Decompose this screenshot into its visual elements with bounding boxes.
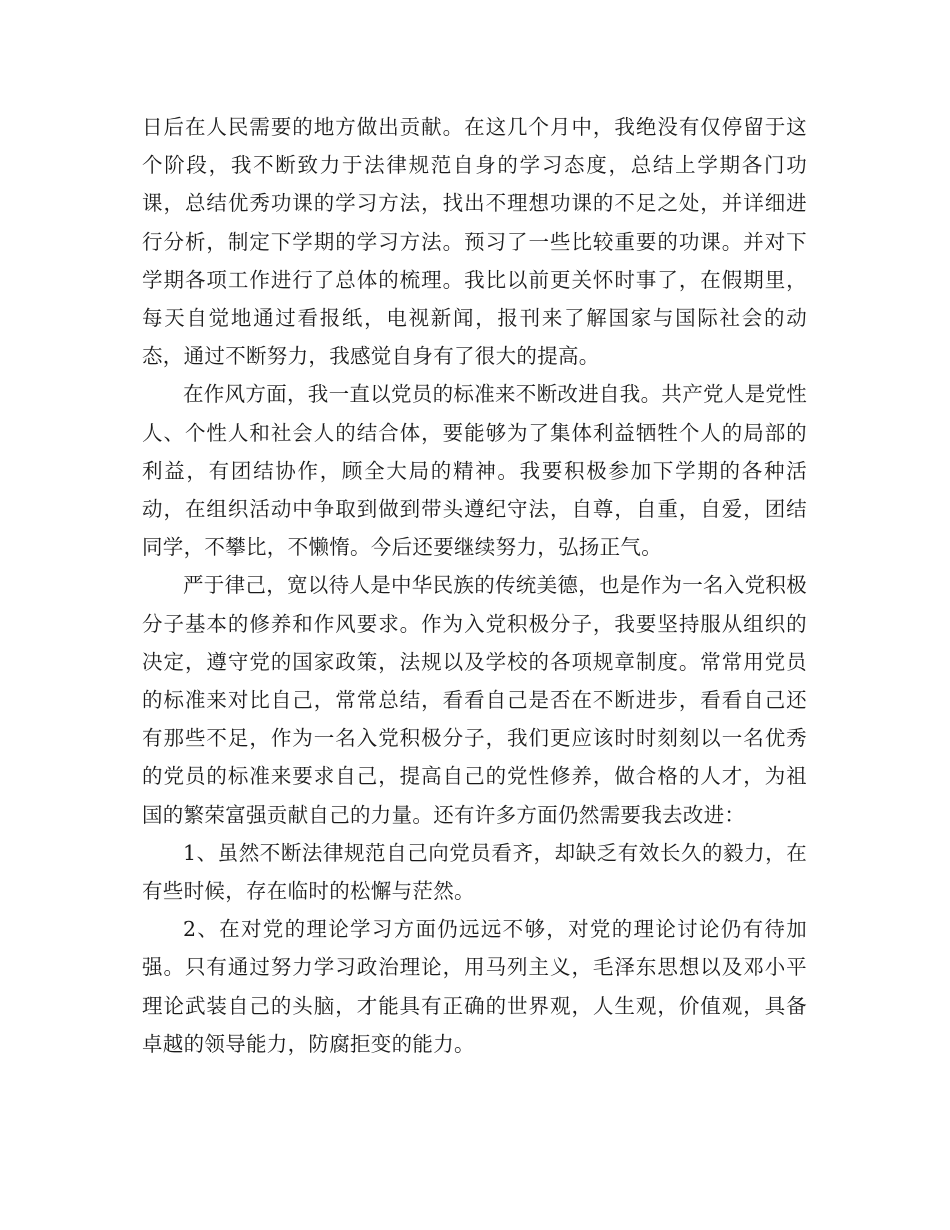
- document-body: [142, 108, 807, 1063]
- paragraph-2: 在作风方面，我一直以党员的标准来不断改进自我。共产党人是党性人、个性人和社会人的结合体，要能够为了集体利益牺牲个人的局部的利益，有团结协作，顾全大局的精神。我要积极参加下学期的各种活动，在组织活动中争取到做到带头遵纪守法，自尊，自重，自爱，团结同学，不攀比，不懒惰。今后还要继续努力，弘扬正气。: [142, 382, 807, 560]
- list-item-2: 2、在对党的理论学习方面仍远远不够，对党的理论讨论仍有待加强。只有通过努力学习政治理论，用马列主义，毛泽东思想以及邓小平理论武装自己的头脑，才能具有正确的世界观，人生观，价值观，具备卓越的领导能力，防腐拒变的能力。: [142, 917, 807, 1056]
- list-item-1: 1、虽然不断法律规范自己向党员看齐，却缺乏有效长久的毅力，在有些时候，存在临时的松懈与茫然。: [142, 840, 807, 904]
- paragraph-1: 日后在人民需要的地方做出贡献。在这几个月中，我绝没有仅停留于这个阶段，我不断致力于法律规范自身的学习态度，总结上学期各门功课，总结优秀功课的学习方法，找出不理想功课的不足之处，并详细进行分析，制定下学期的学习方法。预习了一些比较重要的功课。并对下学期各项工作进行了总体的梳理。我比以前更关怀时事了，在假期里，每天自觉地通过看报纸，电视新闻，报刊来了解国家与国际社会的动态，通过不断努力，我感觉自身有了很大的提高。: [142, 115, 807, 369]
- paragraph-3: 严于律己，宽以待人是中华民族的传统美德，也是作为一名入党积极分子基本的修养和作风要求。作为入党积极分子，我要坚持服从组织的决定，遵守党的国家政策，法规以及学校的各项规章制度。常常用党员的标准来对比自己，常常总结，看看自己是否在不断进步，看看自己还有那些不足，作为一名入党积极分子，我们更应该时时刻刻以一名优秀的党员的标准来要求自己，提高自己的党性修养，做合格的人才，为祖国的繁荣富强贡献自己的力量。还有许多方面仍然需要我去改进：: [142, 573, 807, 827]
